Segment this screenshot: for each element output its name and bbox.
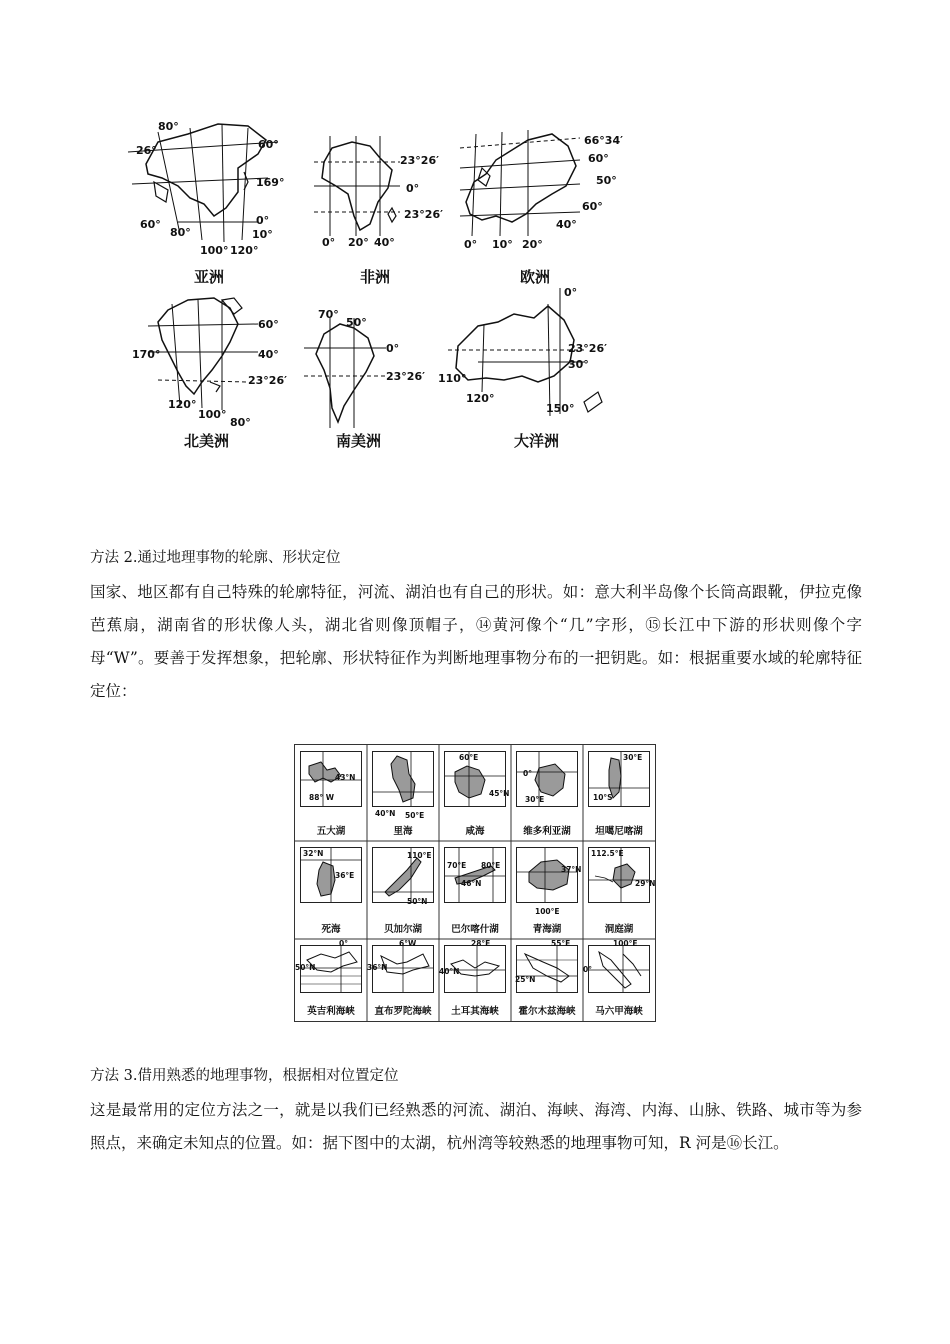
africa-equator-label: 0°	[406, 182, 420, 195]
method-3-heading: 方法 3.借用熟悉的地理事物，根据相对位置定位	[90, 1068, 399, 1084]
africa-tropic-label: 23°26′	[404, 208, 444, 221]
asia-lon-label: 169°	[256, 176, 285, 189]
oceania-lon-label: 120°	[466, 392, 495, 405]
continent-oceania	[438, 284, 638, 452]
na-lon-label: 80°	[230, 416, 251, 429]
water-cell-dongting	[583, 841, 655, 939]
europe-lat-label: 60°	[582, 200, 603, 213]
coord-label: 0°	[583, 965, 592, 974]
water-name: 英吉利海峡	[307, 1006, 355, 1017]
na-lat-label: 40°	[258, 348, 279, 361]
water-name: 洞庭湖	[604, 924, 634, 935]
continent-name: 北美洲	[184, 432, 230, 450]
na-tropic-label: 23°26′	[248, 374, 288, 387]
method-2-heading: 方法 2.通过地理事物的轮廓、形状定位	[90, 550, 341, 566]
continent-europe	[456, 112, 638, 286]
coord-label: 25°N	[515, 975, 536, 984]
coord-label: 30°E	[623, 753, 643, 762]
water-name: 青海湖	[532, 924, 562, 935]
water-cell-turkish-straits	[439, 939, 511, 1021]
continent-africa	[308, 112, 448, 286]
europe-lon-label: 20°	[522, 238, 543, 251]
water-cell-caspian	[367, 745, 439, 841]
continent-name: 欧洲	[520, 268, 551, 286]
coord-label: 43°N	[335, 773, 356, 782]
water-name: 维多利亚湖	[523, 826, 571, 837]
coord-label: 55°E	[551, 939, 571, 948]
coord-label: 37°N	[561, 865, 582, 874]
coord-label: 30°E	[525, 795, 545, 804]
water-cell-gibraltar	[367, 939, 439, 1021]
method-3-paragraph: 这是最常用的定位方法之一，就是以我们已经熟悉的河流、湖泊、海峡、海湾、内海、山脉、铁路、城市等为参照点，来确定未知点的位置。如：据下图中的太湖，杭州湾等较熟悉的地理事物可知，R 河是⑯长江。	[90, 1101, 862, 1152]
water-cell-dead-sea	[295, 841, 367, 939]
coord-label: 6°W	[399, 939, 417, 948]
africa-lon-label: 40°	[374, 236, 395, 249]
oceania-lat-label: 30°	[568, 358, 589, 371]
europe-lon-label: 10°	[492, 238, 513, 251]
water-name: 直布罗陀海峡	[374, 1006, 432, 1017]
water-name: 五大湖	[316, 826, 346, 837]
europe-lat-label: 50°	[596, 174, 617, 187]
oceania-tropic-label: 23°26′	[568, 342, 608, 355]
water-name: 死海	[321, 924, 341, 935]
asia-lon-label: 80°	[170, 226, 191, 239]
coord-label: 0°	[339, 939, 348, 948]
coord-label: 110°E	[407, 851, 432, 860]
coord-label: 46°N	[461, 879, 482, 888]
coord-label: 112.5°E	[591, 849, 624, 858]
na-lat-label: 60°	[258, 318, 279, 331]
hormuz-map	[516, 945, 578, 993]
europe-lat-label: 40°	[556, 218, 577, 231]
africa-tropic-label: 23°26′	[400, 154, 440, 167]
oceania-outline-map	[438, 284, 638, 432]
europe-lon-label: 0°	[464, 238, 478, 251]
coord-label: 88° W	[309, 793, 335, 802]
sa-lon-label: 50°	[346, 316, 367, 329]
water-cell-qinghai	[511, 841, 583, 939]
coord-label: 100°E	[535, 907, 560, 916]
coord-label: 70°E	[447, 861, 467, 870]
qinghai-map	[516, 847, 578, 903]
oceania-lon-label: 0°	[564, 286, 578, 299]
continent-name: 非洲	[360, 268, 391, 286]
oceania-lon-label: 110°	[438, 372, 467, 385]
water-name: 坦噶尼喀湖	[595, 826, 643, 837]
coord-label: 29°N	[635, 879, 656, 888]
caspian-map	[372, 751, 434, 807]
water-cell-victoria	[511, 745, 583, 841]
coord-label: 28°E	[471, 939, 491, 948]
na-lon-label: 170°	[132, 348, 161, 361]
na-lon-label: 100°	[198, 408, 227, 421]
coord-label: 32°N	[303, 849, 324, 858]
sa-lon-label: 70°	[318, 308, 339, 321]
water-cell-balkhash	[439, 841, 511, 939]
coord-label: 45°N	[489, 789, 510, 798]
coord-label: 50°N	[407, 897, 428, 906]
coord-label: 50°E	[405, 811, 425, 820]
coord-label: 60°E	[459, 753, 479, 762]
oceania-lon-label: 150°	[546, 402, 575, 415]
water-cell-tanganyika	[583, 745, 655, 841]
water-cell-great-lakes	[295, 745, 367, 841]
continent-asia	[118, 112, 288, 286]
coord-label: 36°E	[335, 871, 355, 880]
balkhash-map	[444, 847, 506, 903]
water-name: 土耳其海峡	[451, 1006, 499, 1017]
sa-equator-label: 0°	[386, 342, 400, 355]
coord-label: 40°N	[375, 809, 396, 818]
africa-lon-label: 0°	[322, 236, 336, 249]
asia-lon-label: 120°	[230, 244, 259, 257]
sa-tropic-label: 23°26′	[386, 370, 426, 383]
coord-label: 10°S	[593, 793, 613, 802]
water-cell-baikal	[367, 841, 439, 939]
water-name: 咸海	[465, 826, 485, 837]
europe-arctic-label: 66°34′	[584, 134, 624, 147]
continent-name: 大洋洲	[514, 432, 560, 450]
asia-lon-label: 60°	[140, 218, 161, 231]
asia-lon-label: 26°	[136, 144, 157, 157]
water-name: 贝加尔湖	[383, 924, 422, 935]
coord-label: 80°E	[481, 861, 501, 870]
continent-south-america	[294, 304, 434, 452]
asia-lat-label: 60°	[258, 138, 279, 151]
water-bodies-figure	[294, 744, 656, 1022]
water-cell-aral	[439, 745, 511, 841]
na-lon-label: 120°	[168, 398, 197, 411]
coord-label: 0°	[523, 769, 532, 778]
coord-label: 100°E	[613, 939, 638, 948]
method-2-paragraph: 国家、地区都有自己特殊的轮廓特征，河流、湖泊也有自己的形状。如：意大利半岛像个长筒高跟靴，伊拉克像芭蕉扇，湖南省的形状像人头，湖北省则像顶帽子，⑭黄河像个“几”字形，⑮长江中下游的形状则像个字母“W”。要善于发挥想象，把轮廓、形状特征作为判断地理事物分布的一把钥匙。如：根据重要水域的轮廓特征定位：	[90, 583, 862, 700]
asia-lat-label: 0°	[256, 214, 270, 227]
coord-label: 36°N	[367, 963, 388, 972]
europe-lon-label: 60°	[588, 152, 609, 165]
continent-outline-figure	[118, 112, 638, 452]
asia-lat-label: 10°	[252, 228, 273, 241]
continent-name: 亚洲	[194, 268, 225, 286]
continent-north-america	[118, 290, 288, 452]
water-cell-malacca	[583, 939, 655, 1021]
water-name: 巴尔喀什湖	[451, 924, 499, 935]
water-name: 霍尔木兹海峡	[518, 1006, 576, 1017]
malacca-map	[588, 945, 650, 993]
water-name: 马六甲海峡	[595, 1006, 643, 1017]
water-cell-english-channel	[295, 939, 367, 1021]
asia-lon-label: 100°	[200, 244, 229, 257]
africa-lon-label: 20°	[348, 236, 369, 249]
water-name: 里海	[393, 826, 413, 837]
continent-name: 南美洲	[336, 432, 382, 450]
coord-label: 40°N	[439, 967, 460, 976]
asia-lat-label: 80°	[158, 120, 179, 133]
water-cell-hormuz	[511, 939, 583, 1021]
coord-label: 50°N	[295, 963, 316, 972]
